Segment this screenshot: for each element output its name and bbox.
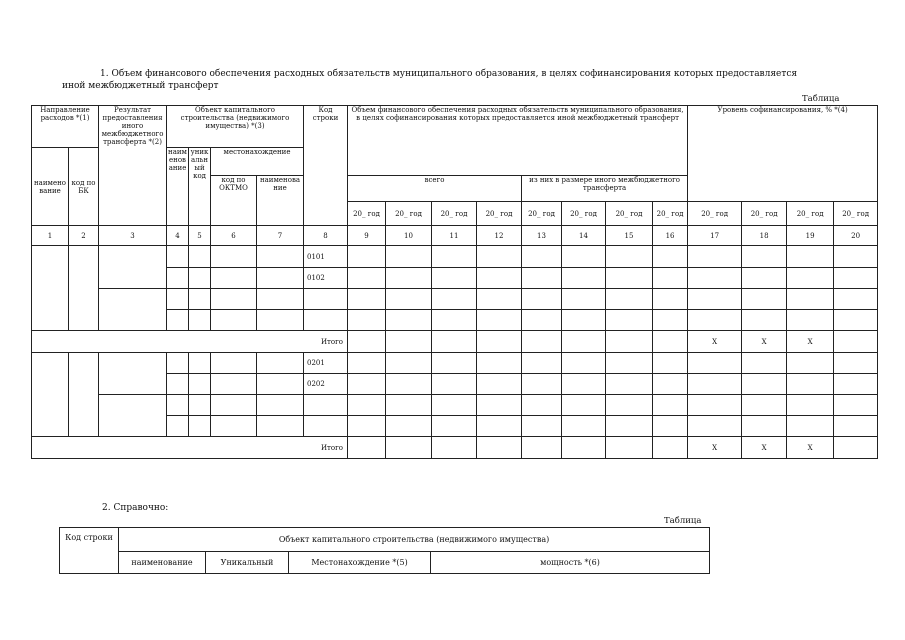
x-mark: X (787, 437, 834, 459)
col-number: 14 (562, 226, 606, 246)
col-number: 12 (477, 226, 522, 246)
col-number: 9 (348, 226, 386, 246)
reference-table (59, 527, 710, 574)
ref-header-object: Объект капитального строительства (недвижимого имущества) (119, 528, 710, 552)
total-row (32, 437, 878, 459)
year-18: 20_ год (742, 202, 787, 226)
row-code: 0201 (304, 353, 348, 374)
col-number: 13 (522, 226, 562, 246)
year-14: 20_ год (562, 202, 606, 226)
header-oktmo: код по ОКТМО (211, 176, 257, 226)
table2-label: Таблица (664, 516, 702, 526)
header-obj-name: наименование (167, 148, 189, 226)
header-unique-code: уникальный код (189, 148, 211, 226)
header-row-code: Код строки (304, 106, 348, 226)
header-location: местонахождение (211, 148, 304, 176)
ref-header-unique: Уникальный (206, 552, 289, 574)
header-total: всего (348, 176, 522, 202)
col-number: 6 (211, 226, 257, 246)
x-mark: X (787, 331, 834, 353)
header-volume: Объем финансового обеспечения расходных обязательств муниципального образования, в целях софинансирования которых предоставляется иной межбюджетный трансферт (348, 106, 688, 176)
col-number: 7 (257, 226, 304, 246)
x-mark: X (688, 437, 742, 459)
col-number: 10 (386, 226, 432, 246)
intro-paragraph: 1. Объем финансового обеспечения расходных обязательств муниципального образования, в целях софинансирования которых предоставляется иной межбюджетный трансферт (62, 69, 798, 91)
table-row (32, 289, 878, 310)
year-15: 20_ год (606, 202, 653, 226)
year-13: 20_ год (522, 202, 562, 226)
col-number: 19 (787, 226, 834, 246)
table-row (32, 353, 878, 374)
col-number: 16 (653, 226, 688, 246)
x-mark: X (688, 331, 742, 353)
year-19: 20_ год (787, 202, 834, 226)
header-loc-name: наименование (257, 176, 304, 226)
year-10: 20_ год (386, 202, 432, 226)
financing-table (31, 105, 878, 459)
col-number: 17 (688, 226, 742, 246)
col-number: 20 (834, 226, 878, 246)
col-number: 18 (742, 226, 787, 246)
header-level: Уровень софинансирования, % *(4) (688, 106, 878, 202)
year-12: 20_ год (477, 202, 522, 226)
total-label: Итого (32, 331, 348, 353)
header-object: Объект капитального строительства (недвижимого имущества) *(3) (167, 106, 304, 148)
header-of-which: из них в размере иного межбюджетного трансферта (522, 176, 688, 202)
x-mark: X (742, 437, 787, 459)
ref-header-name: наименование (119, 552, 206, 574)
total-row (32, 331, 878, 353)
row-code: 0202 (304, 374, 348, 395)
header-result: Результат предоставления иного межбюджетного трансферта *(2) (99, 106, 167, 226)
total-label: Итого (32, 437, 348, 459)
table-row (32, 246, 878, 268)
ref-header-code: Код строки (60, 528, 119, 574)
col-number: 3 (99, 226, 167, 246)
col-number: 4 (167, 226, 189, 246)
header-bk-code: код по БК (69, 148, 99, 226)
header-direction: Направление расходов *(1) (32, 106, 99, 148)
header-dir-name: наименование (32, 148, 69, 226)
col-number: 11 (432, 226, 477, 246)
col-number: 1 (32, 226, 69, 246)
year-16: 20_ год (653, 202, 688, 226)
year-11: 20_ год (432, 202, 477, 226)
section2-title: 2. Справочно: (102, 503, 169, 513)
row-code: 0101 (304, 246, 348, 268)
year-17: 20_ год (688, 202, 742, 226)
x-mark: X (742, 331, 787, 353)
col-number: 5 (189, 226, 211, 246)
ref-header-power: мощность *(6) (431, 552, 710, 574)
table1-label: Таблица (802, 94, 840, 104)
table-row (32, 395, 878, 416)
col-number: 2 (69, 226, 99, 246)
year-20: 20_ год (834, 202, 878, 226)
col-number: 8 (304, 226, 348, 246)
year-9: 20_ год (348, 202, 386, 226)
ref-header-location: Местонахождение *(5) (289, 552, 431, 574)
col-number: 15 (606, 226, 653, 246)
column-numbers-row (32, 226, 878, 246)
row-code: 0102 (304, 268, 348, 289)
